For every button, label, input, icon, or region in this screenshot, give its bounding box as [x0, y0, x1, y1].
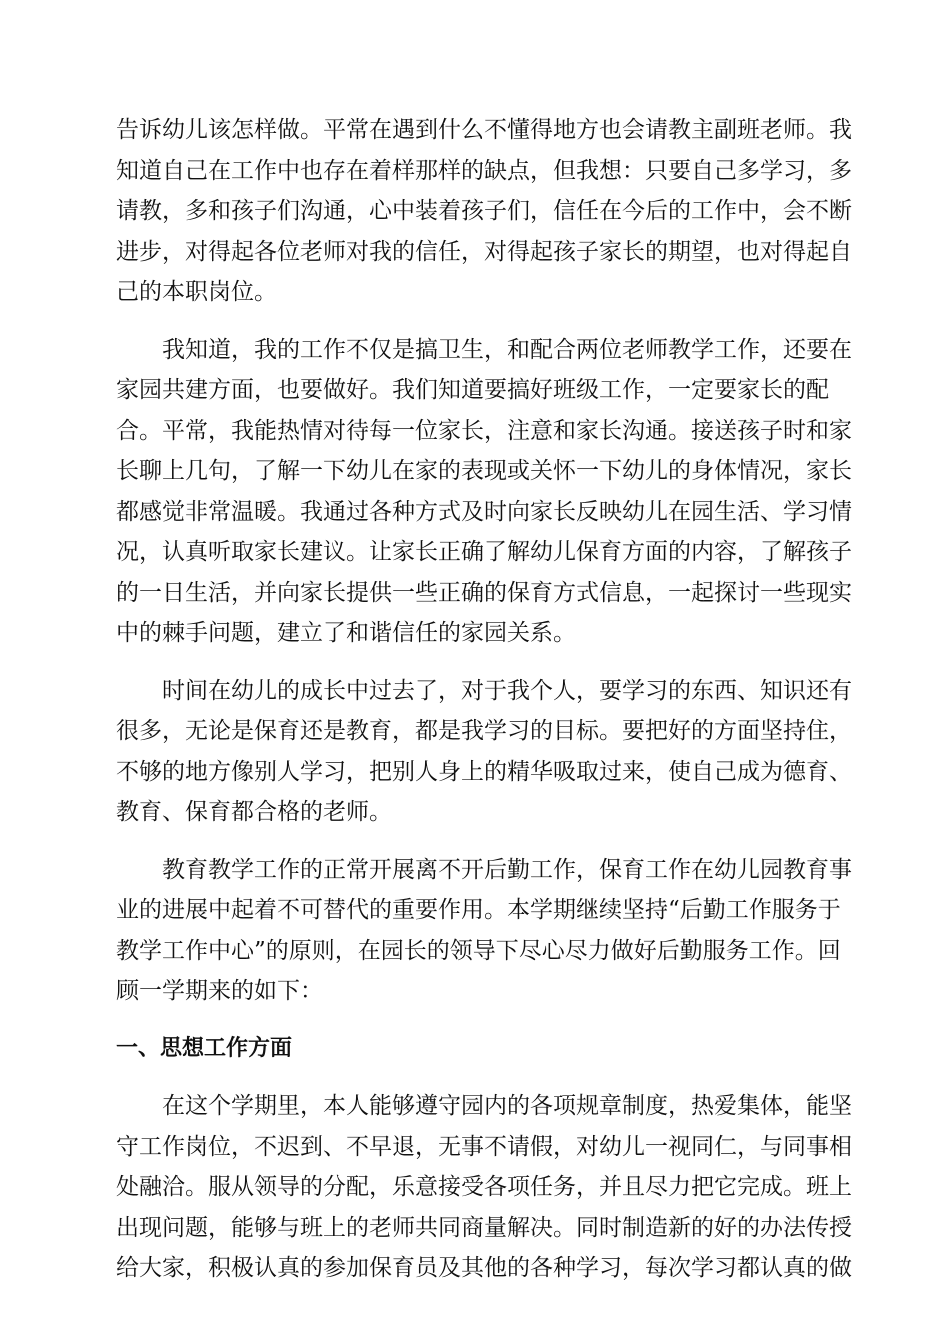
paragraph-3 — [116, 671, 852, 833]
section-heading: 一、思想工作方面 — [116, 1035, 293, 1061]
paragraph-5 — [116, 1086, 852, 1289]
text-line: 己的本职岗位。 — [116, 279, 277, 305]
text-line: 处融洽。服从领导的分配，乐意接受各项任务，并且尽力把它完成。班上 — [116, 1174, 852, 1200]
text-line: 知道自己在工作中也存在着样那样的缺点，但我想：只要自己多学习，多 — [116, 157, 852, 184]
text-line: 顾一学期来的如下： — [116, 978, 323, 1004]
text-line: 时间在幼儿的成长中过去了，对于我个人，要学习的东西、知识还有 — [162, 677, 852, 704]
paragraph-4 — [116, 850, 852, 1012]
text-line: 请教，多和孩子们沟通，心中装着孩子们，信任在今后的工作中，会不断 — [116, 198, 852, 224]
text-line: 不够的地方像别人学习，把别人身上的精华吸取过来，使自己成为德育、 — [116, 758, 852, 785]
text-line: 都感觉非常温暖。我通过各种方式及时向家长反映幼儿在园生活、学习情 — [116, 498, 852, 525]
text-line: 教育、保育都合格的老师。 — [116, 799, 392, 825]
text-line: 的一日生活，并向家长提供一些正确的保育方式信息，一起探讨一些现实 — [116, 579, 852, 606]
text-line: 守工作岗位，不迟到、不早退，无事不请假，对幼儿一视同仁，与同事相 — [116, 1133, 852, 1160]
text-line: 况，认真听取家长建议。让家长正确了解幼儿保育方面的内容，了解孩子 — [116, 539, 852, 565]
paragraph-1 — [116, 110, 852, 313]
text-line: 给大家，积极认真的参加保育员及其他的各种学习，每次学习都认真的做 — [116, 1255, 852, 1281]
text-line: 出现问题，能够与班上的老师共同商量解决。同时制造新的好的办法传授 — [116, 1214, 852, 1241]
text-line: 教学工作中心”的原则，在园长的领导下尽心尽力做好后勤服务工作。回 — [116, 937, 841, 964]
text-line: 业的进展中起着不可替代的重要作用。本学期继续坚持“后勤工作服务于 — [116, 897, 841, 923]
text-line: 合。平常，我能热情对待每一位家长，注意和家长沟通。接送孩子时和家 — [116, 417, 852, 444]
text-line: 在这个学期里，本人能够遵守园内的各项规章制度，热爱集体，能坚 — [162, 1093, 852, 1119]
text-line: 告诉幼儿该怎样做。平常在遇到什么不懂得地方也会请教主副班老师。我 — [116, 117, 852, 143]
text-line: 我知道，我的工作不仅是搞卫生，和配合两位老师教学工作，还要在 — [162, 336, 852, 363]
document-body — [116, 110, 852, 1289]
text-line: 长聊上几句，了解一下幼儿在家的表现或关怀一下幼儿的身体情况，家长 — [116, 458, 852, 484]
text-line: 很多，无论是保育还是教育，都是我学习的目标。要把好的方面坚持住， — [116, 718, 852, 744]
text-line: 中的棘手问题，建立了和谐信任的家园关系。 — [116, 620, 576, 646]
text-line: 教育教学工作的正常开展离不开后勤工作，保育工作在幼儿园教育事 — [162, 856, 852, 883]
text-line: 进步，对得起各位老师对我的信任，对得起孩子家长的期望，也对得起自 — [116, 238, 852, 265]
paragraph-2 — [116, 330, 852, 654]
text-line: 家园共建方面，也要做好。我们知道要搞好班级工作，一定要家长的配 — [116, 377, 829, 403]
